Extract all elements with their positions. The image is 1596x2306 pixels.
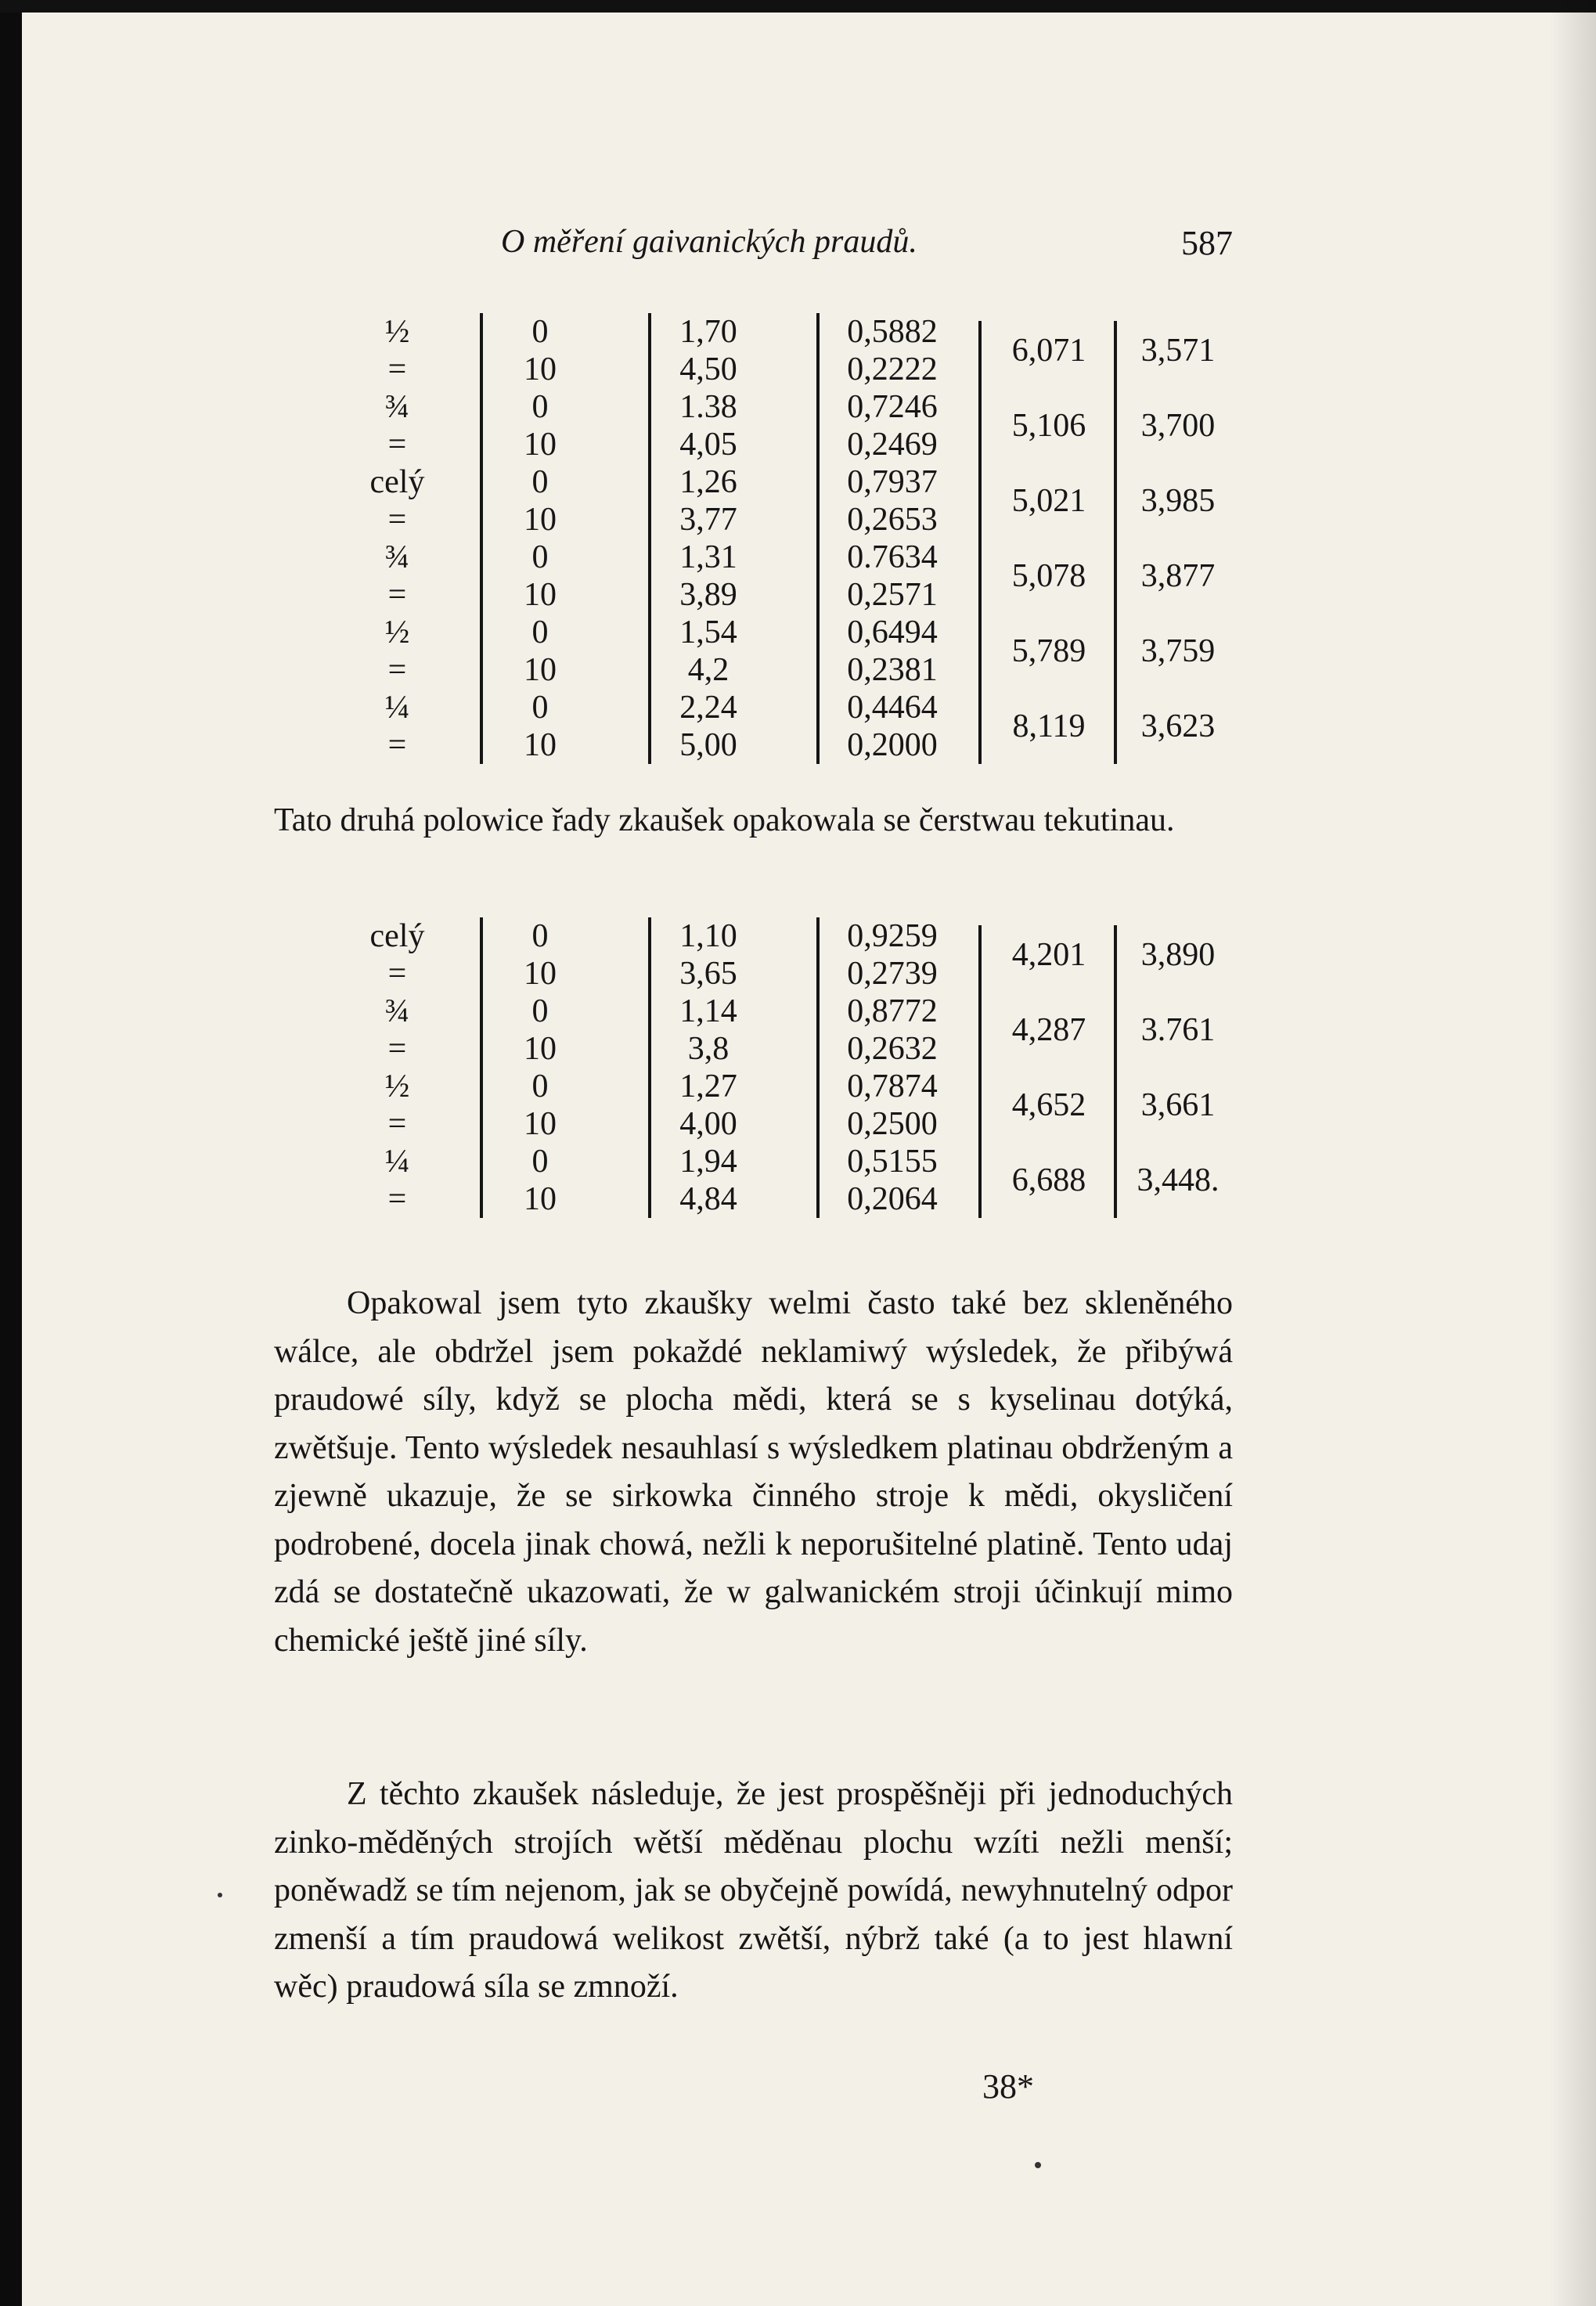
row-label: = [387,502,407,538]
value-cell: 5,00 [679,727,737,763]
interlude-paragraph: Tato druhá polowice řady zkaušek opakowala se čerstwau tekutinau. [274,802,1175,838]
result-cell: 4,201 [1011,937,1086,973]
row-label: = [387,351,407,387]
value-cell: 1,27 [679,1068,737,1104]
value-cell: 0,2064 [847,1181,938,1217]
result-cell: 3,759 [1140,633,1216,669]
value-cell: 4,2 [687,652,730,688]
value-cell: 0 [531,1068,549,1104]
value-cell: 4,00 [679,1106,737,1142]
row-label: = [387,1031,407,1067]
value-cell: 0,2500 [847,1106,938,1142]
measurement-table-1 [274,313,1233,764]
value-cell: 0,2653 [847,502,938,538]
row-label: ½ [384,614,410,650]
value-cell: 3,77 [679,502,737,538]
body-paragraph-2: Z těchto zkaušek následuje, že jest prospěšněji při jednoduchých zinko-měděných strojích wětší měděnau plochu wzíti nežli menší; poněwadž se tím nejenom, jak se obyčejně powídá, newyhnutelný odpor zmenší a tím praudowá welikost zwětší, nýbrž také (a to jest hlawní wěc) praudowá síla se zmnoží. [274,1776,1233,2005]
value-cell: 1,54 [679,614,737,650]
value-cell: 0,2381 [847,652,938,688]
running-header [274,223,1233,270]
result-cell: 3,877 [1140,558,1216,594]
row-label: = [387,956,407,992]
value-cell: 0 [531,614,549,650]
value-cell: 4,50 [679,351,737,387]
value-cell: 0,6494 [847,614,938,650]
value-cell: 10 [524,502,557,538]
row-label: = [387,427,407,463]
result-cell: 5,021 [1011,483,1086,519]
result-cell: 4,652 [1011,1087,1086,1123]
scan-top-edge [0,0,1596,13]
running-title: O měření gaivanických praudů. [501,224,917,260]
value-cell: 1,94 [679,1144,737,1180]
result-cell: 3.761 [1140,1012,1216,1048]
pair-result [274,689,1233,764]
row-label: ¼ [384,690,410,726]
value-cell: 10 [524,956,557,992]
value-cell: 1.38 [679,389,737,425]
value-cell: 0 [531,539,549,575]
value-cell: 0,2571 [847,577,938,613]
pair-result [274,388,1233,463]
value-cell: 10 [524,1181,557,1217]
value-cell: 1,70 [679,314,737,350]
value-cell: 1,10 [679,918,737,954]
page-number: 587 [1181,224,1233,262]
value-cell: 2,24 [679,690,737,726]
value-cell: 0,7874 [847,1068,938,1104]
value-cell: 10 [524,1106,557,1142]
value-cell: 0,5155 [847,1144,938,1180]
row-label: = [387,577,407,613]
print-speck [218,1893,222,1897]
result-cell: 4,287 [1011,1012,1086,1048]
result-cell: 5,078 [1011,558,1086,594]
value-cell: 0 [531,1144,549,1180]
row-label: ¾ [384,539,410,575]
value-cell: 0,2000 [847,727,938,763]
signature-mark: 38* [982,2067,1034,2106]
result-cell: 3,448. [1137,1162,1220,1198]
pair-result [274,993,1233,1068]
pair-result [274,463,1233,539]
value-cell: 0 [531,314,549,350]
value-cell: 0,9259 [847,918,938,954]
value-cell: 1,26 [679,464,737,500]
row-label: = [387,1181,407,1217]
value-cell: 10 [524,1031,557,1067]
result-cell: 3,890 [1140,937,1216,973]
value-cell: 0 [531,918,549,954]
measurement-table-2 [274,917,1233,1218]
result-cell: 8,119 [1012,708,1086,744]
result-cell: 5,789 [1011,633,1086,669]
row-label: = [387,727,407,763]
value-cell: 0,4464 [847,690,938,726]
pair-result [274,313,1233,388]
pair-result [274,1143,1233,1218]
value-cell: 3,89 [679,577,737,613]
row-label: celý [369,918,425,954]
value-cell: 10 [524,652,557,688]
scan-left-edge [0,0,22,2306]
row-label: = [387,652,407,688]
result-cell: 3,623 [1140,708,1216,744]
value-cell: 0,5882 [847,314,938,350]
value-cell: 0,2632 [847,1031,938,1067]
value-cell: 0,7246 [847,389,938,425]
value-cell: 10 [524,351,557,387]
value-cell: 0,2222 [847,351,938,387]
value-cell: 10 [524,427,557,463]
result-cell: 3,661 [1140,1087,1216,1123]
value-cell: 0,2739 [847,956,938,992]
pair-result [274,917,1233,993]
value-cell: 3,8 [687,1031,730,1067]
value-cell: 0 [531,993,549,1029]
result-cell: 3,985 [1140,483,1216,519]
row-label: = [387,1106,407,1142]
row-label: ¾ [384,993,410,1029]
row-label: ½ [384,1068,410,1104]
result-cell: 3,700 [1140,408,1216,444]
scan-right-shade [1549,0,1596,2306]
value-cell: 0 [531,464,549,500]
value-cell: 10 [524,577,557,613]
pair-result [274,1068,1233,1143]
pair-result [274,614,1233,689]
row-label: ¾ [384,389,410,425]
row-label: ¼ [384,1144,410,1180]
value-cell: 0 [531,690,549,726]
value-cell: 0,8772 [847,993,938,1029]
value-cell: 4,84 [679,1181,737,1217]
print-speck [1035,2162,1041,2168]
row-label: ½ [384,314,410,350]
value-cell: 10 [524,727,557,763]
value-cell: 0 [531,389,549,425]
value-cell: 3,65 [679,956,737,992]
value-cell: 4,05 [679,427,737,463]
pair-result [274,539,1233,614]
result-cell: 6,071 [1011,333,1086,369]
body-paragraph-1: Opakowal jsem tyto zkaušky welmi často také bez skleněného wálce, ale obdržel jsem pokaždé neklamiwý wýsledek, že přibýwá praudowé síly, když se plocha mědi, která se s kyselinau dotýká, zwětšuje. Tento wýsledek nesauhlasí s wýsledkem platinau obdrženým a zjewně ukazuje, že se sirkowka činného stroje k mědi, okysličení podrobené, docela jinak chowá, nežli k neporušitelné platině. Tento udaj zdá se dostatečně ukazowati, že w galwanickém stroji účinkují mimo chemické ještě jiné síly. [274,1285,1233,1659]
value-cell: 0,2469 [847,427,938,463]
result-cell: 5,106 [1011,408,1086,444]
value-cell: 0.7634 [847,539,938,575]
result-cell: 3,571 [1140,333,1216,369]
value-cell: 1,14 [679,993,737,1029]
result-cell: 6,688 [1011,1162,1086,1198]
row-label: celý [369,464,425,500]
value-cell: 1,31 [679,539,737,575]
value-cell: 0,7937 [847,464,938,500]
